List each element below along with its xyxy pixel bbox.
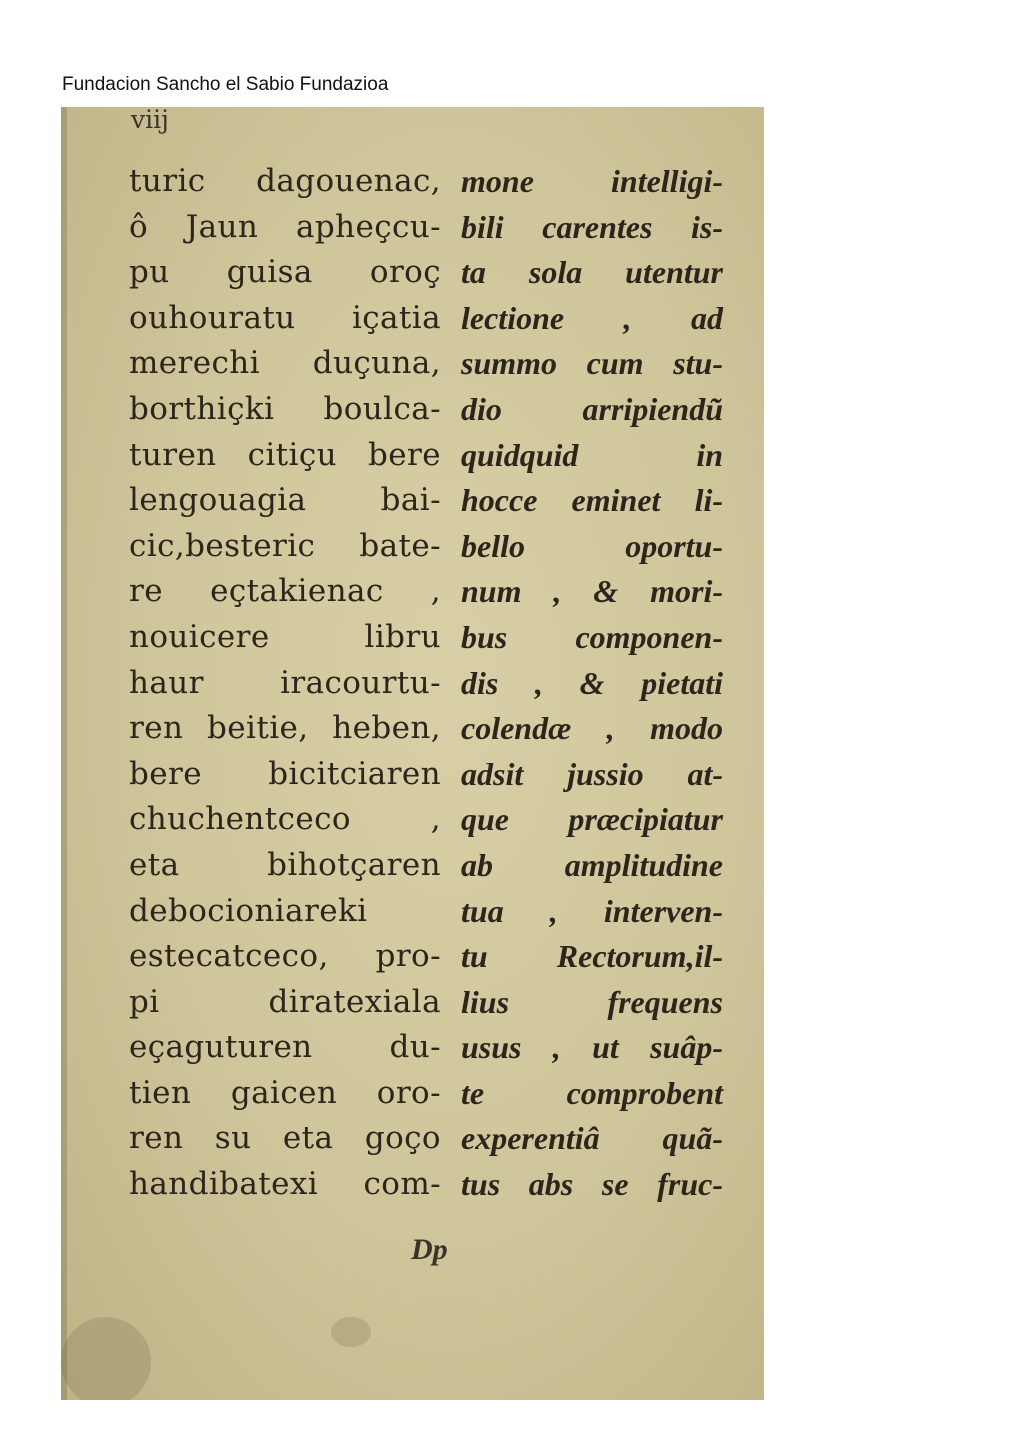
basque-text-line: tien gaicen oro- xyxy=(129,1074,441,1111)
latin-text-line: que præcipiatur xyxy=(461,801,723,838)
basque-text-line: pu guisa oroç xyxy=(129,254,441,291)
basque-text-line: eçaguturen du- xyxy=(129,1029,441,1066)
latin-text-line: bello oportu- xyxy=(461,527,723,564)
latin-text-line: lius frequens xyxy=(461,983,723,1020)
latin-text-line: quidquid in xyxy=(461,436,723,473)
latin-text-line: lectione , ad xyxy=(461,299,723,336)
basque-text-line: eta bihotçaren xyxy=(129,846,441,883)
latin-text-line: dis , & pietati xyxy=(461,664,723,701)
paper-stain xyxy=(61,1317,151,1400)
page-edge-shadow xyxy=(61,107,67,1400)
latin-text-line: usus , ut suâp- xyxy=(461,1029,723,1066)
basque-text-line: pi diratexiala xyxy=(129,983,441,1020)
latin-text-line: experentiâ quã- xyxy=(461,1120,723,1157)
latin-text-line: ta sola utentur xyxy=(461,254,723,291)
basque-text-line: ouhouratu içatia xyxy=(129,299,441,336)
basque-text-line: lengouagia bai- xyxy=(129,482,441,519)
basque-text-column xyxy=(129,159,441,1208)
basque-text-line: merechi duçuna, xyxy=(129,345,441,382)
latin-text-line: bili carentes is- xyxy=(461,208,723,245)
latin-text-line: summo cum stu- xyxy=(461,345,723,382)
latin-text-line: colendæ , modo xyxy=(461,710,723,747)
paper-stain xyxy=(331,1317,371,1347)
basque-text-line: handibatexi com- xyxy=(129,1166,441,1203)
basque-text-line: re eçtakienac , xyxy=(129,573,441,610)
latin-text-line: te comprobent xyxy=(461,1074,723,1111)
basque-text-line: estecatceco, pro- xyxy=(129,938,441,975)
latin-text-line: mone intelligi- xyxy=(461,163,723,199)
latin-text-line: bus componen- xyxy=(461,618,723,655)
scanned-page xyxy=(61,107,764,1400)
archive-header: Fundacion Sancho el Sabio Fundazioa xyxy=(62,74,389,95)
basque-text-line: chuchentceco , xyxy=(129,801,441,838)
latin-text-line: tu Rectorum,il- xyxy=(461,938,723,975)
latin-text-line: tua , interven- xyxy=(461,892,723,929)
basque-text-line: ren beitie, heben, xyxy=(129,710,441,747)
catchword: Dp xyxy=(411,1233,448,1266)
basque-text-line: turen citiçu bere xyxy=(129,436,441,473)
basque-text-line: ô Jaun apheçcu- xyxy=(129,208,441,245)
basque-text-line: turic dagouenac, xyxy=(129,163,441,199)
folio-number: viij xyxy=(131,107,169,134)
basque-text-line: cic,besteric bate- xyxy=(129,527,441,564)
latin-text-line: dio arripiendũ xyxy=(461,390,723,427)
basque-text-line: ren su eta goço xyxy=(129,1120,441,1157)
latin-text-line: adsit jussio at- xyxy=(461,755,723,792)
basque-text-line: haur iracourtu- xyxy=(129,664,441,701)
basque-text-line: bere bicitciaren xyxy=(129,755,441,792)
latin-text-line: ab amplitudine xyxy=(461,846,723,883)
basque-text-line: nouicere libru xyxy=(129,618,441,655)
latin-text-line: hocce eminet li- xyxy=(461,482,723,519)
latin-text-column xyxy=(461,159,723,1208)
latin-text-line: num , & mori- xyxy=(461,573,723,610)
latin-text-line: tus abs se fruc- xyxy=(461,1166,723,1203)
basque-text-line: borthiçki boulca- xyxy=(129,390,441,427)
basque-text-line: debocioniareki xyxy=(129,892,368,929)
